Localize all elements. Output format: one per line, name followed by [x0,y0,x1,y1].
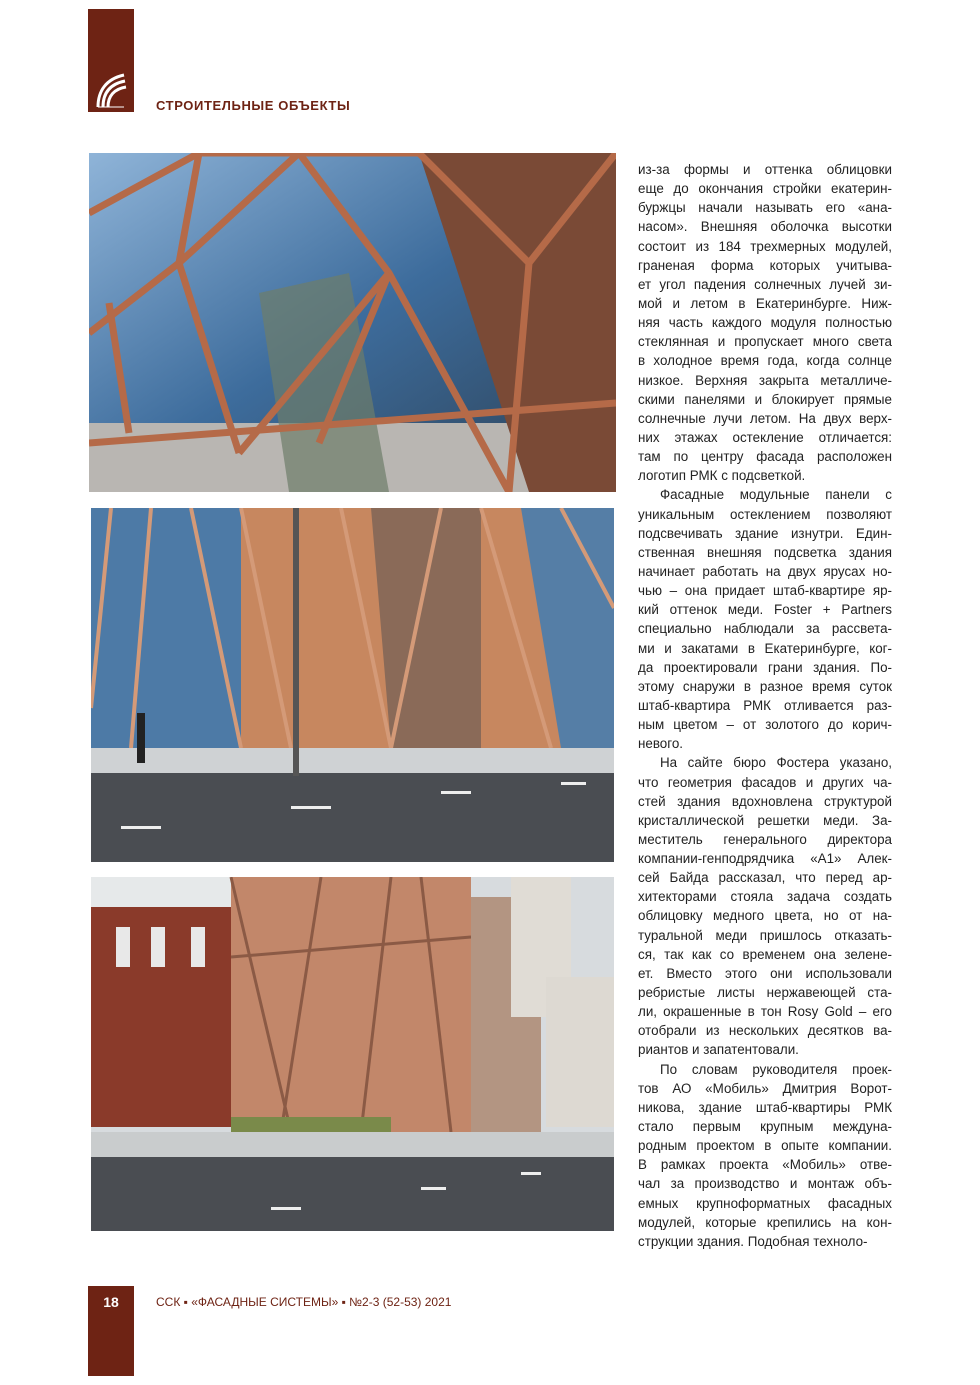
text-line: хитекторами стояла задача создать [638,889,892,905]
page-number-tab [88,1286,134,1376]
text-line: в холодное время года, когда солнце [638,353,892,369]
building-street-photo [91,508,614,862]
article-text [638,160,892,1251]
text-line: стало первым крупным междуна- [638,1119,892,1135]
text-line: чью – она придает штаб-квартире яр- [638,583,892,599]
text-line: По словам руководителя проек- [660,1061,892,1077]
text-line: солнечные лучи летом. На двух верх- [638,410,892,426]
text-line: состоит из 184 трехмерных модулей, [638,238,892,254]
text-line: буржцы начали называть его «ана- [638,200,892,216]
facade-closeup-photo [89,153,616,492]
article-paragraph [638,753,892,1059]
text-line: ет. Вместо этого они использовали [638,965,892,981]
text-line: логотип РМК с подсветкой. [638,468,806,484]
text-line: ли, окрашенные в тон Rosy Gold – его [638,1004,892,1020]
text-line: туральной меди пришлось отказать- [638,927,892,943]
text-line: невого. [638,736,684,752]
text-line: ребристые листы нержавеющей ста- [638,985,892,1001]
text-line: начинает работать на двух ярусах но- [638,563,892,579]
text-line: ми и закатами в Екатеринбурге, ког- [638,640,892,656]
text-line: скими панелями и блокирует прямые [638,391,892,407]
building-street-corner-photo [91,877,614,1231]
brand-bar [88,9,134,112]
text-line: родным проектом в опыте компании. [638,1138,892,1154]
text-line: мой и летом в Екатеринбурге. Ниж- [638,295,892,311]
text-line: граненая форма которых учитыва- [638,257,892,273]
text-line: этому снаружи в разное время суток [638,678,892,694]
text-line: специально наблюдали за рассвета- [638,621,892,637]
text-line: кий оттенок меди. Foster + Partners [638,602,892,618]
text-line: подсвечивать здание изнутри. Един- [638,525,892,541]
text-line: что геометрия фасадов и других ча- [638,774,892,790]
text-line: компании-генподрядчика «А1» Алек- [638,851,892,867]
text-line: облицовку медного цвета, но от на- [638,908,892,924]
text-line: струкции здания. Подобная техноло- [638,1233,868,1249]
text-line: там по центру фасада расположен [638,449,892,465]
text-line: ет угол падения солнечных лучей зи- [638,276,892,292]
text-line: В рамках проекта «Мобиль» отве- [638,1157,892,1173]
text-line: штаб-квартира РМК отливается раз- [638,697,892,713]
page-number: 18 [103,1294,119,1310]
text-line: отобрали из нескольких десятков ва- [638,1023,892,1039]
text-line: еще до окончания стройки екатерин- [638,181,892,197]
text-line: чал за производство и монтаж объ- [638,1176,892,1192]
text-line: уникальным остеклением позволяют [638,506,892,522]
text-line: няя часть каждого модуля полностью [638,315,892,331]
text-line: емных крупноформатных фасадных [638,1195,892,1211]
article-paragraph [638,485,892,753]
text-line: ственная внешняя подсветка здания [638,544,892,560]
text-line: насом». Внешняя оболочка высотки [638,219,892,235]
text-line: ным цветом – от золотого до корич- [638,717,892,733]
text-line: стеклянная и пропускает много света [638,334,892,350]
text-line: ся, так как со временем она зелене- [638,946,892,962]
text-line: Фасадные модульные панели с [660,487,892,503]
publication-info: ССК ▪ «ФАСАДНЫЕ СИСТЕМЫ» ▪ №2-3 (52-53) 2021 [156,1295,452,1309]
text-line: риантов и запатентовали. [638,1042,799,1058]
article-paragraph [638,160,892,485]
text-line: из-за формы и оттенка облицовки [638,162,892,177]
text-line: модулей, которые крепились на кон- [638,1214,892,1230]
text-line: низкое. Верхняя закрыта металличе- [638,372,892,388]
text-line: да проектировали грани здания. По- [638,659,892,675]
text-line: меститель генерального директора [638,831,892,847]
text-line: стей здания вдохновлена структурой [638,793,892,809]
article-paragraph [638,1060,892,1251]
text-line: тов АО «Мобиль» Дмитрия Ворот- [638,1080,892,1096]
text-line: На сайте бюро Фостера указано, [660,755,892,771]
text-line: них этажах остекление отличается: [638,429,892,445]
text-line: кристаллической решетки меди. За- [638,812,892,828]
section-title: СТРОИТЕЛЬНЫЕ ОБЪЕКТЫ [156,98,351,113]
text-line: сей Байда рассказал, что перед ар- [638,870,892,886]
text-line: никова, здание штаб-квартиры РМК [638,1099,892,1115]
magazine-logo-icon [94,71,128,109]
